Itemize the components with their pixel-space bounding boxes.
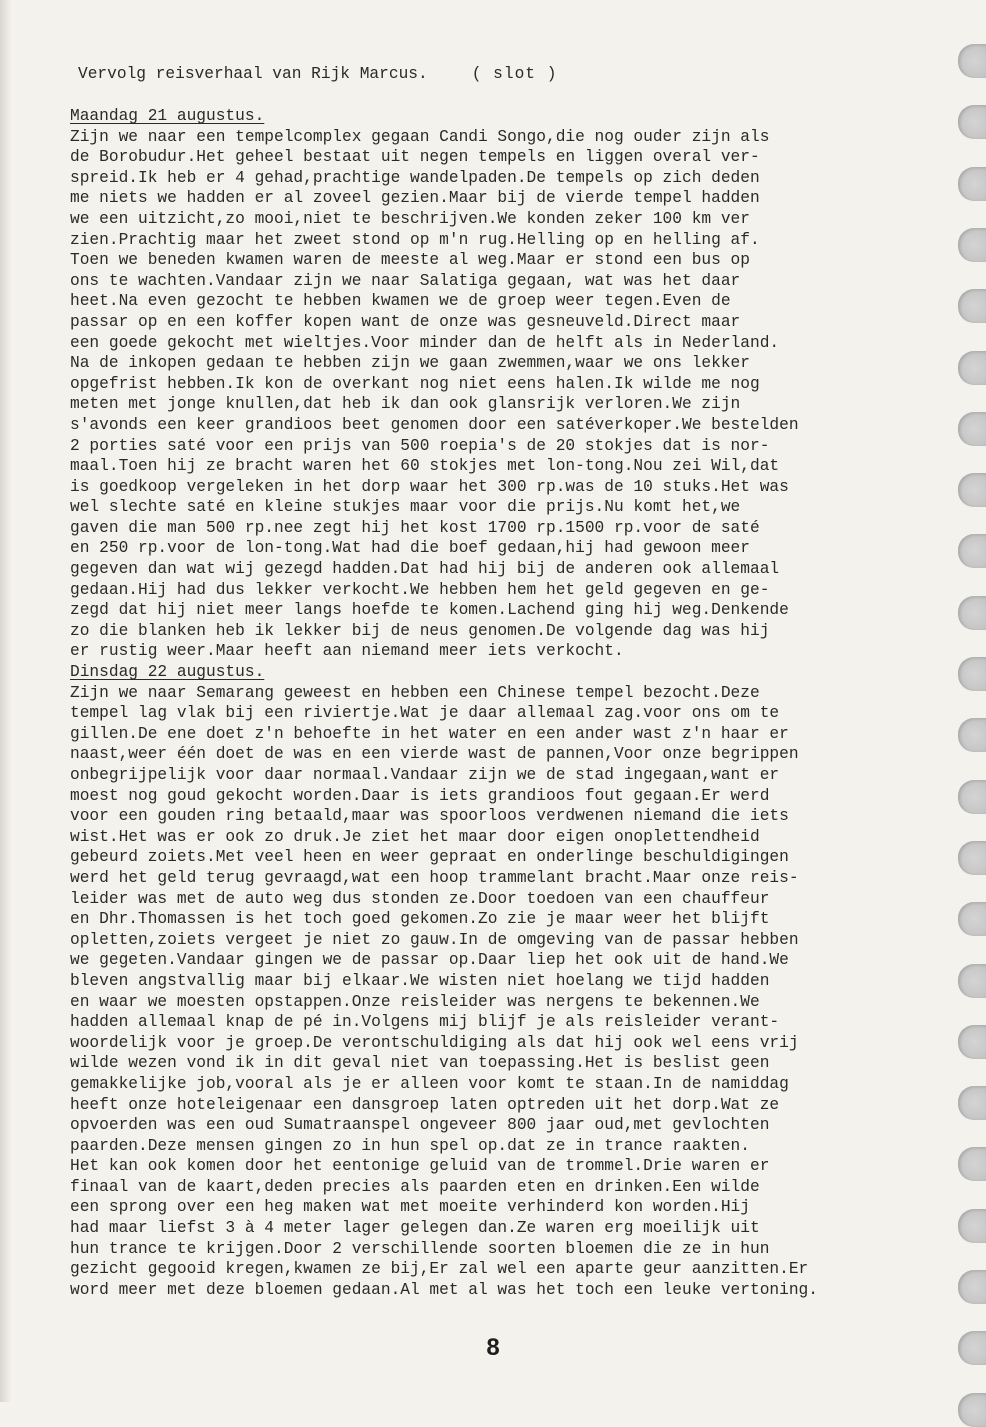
text-line: heet.Na even gezocht te hebben kwamen we de groep weer tegen.Even de <box>70 292 731 311</box>
text-line: paarden.Deze mensen gingen zo in hun spel op.dat ze in trance raakten. <box>70 1136 750 1155</box>
text-line: tempel lag vlak bij een riviertje.Wat je daar allemaal zag.voor ons om te <box>70 704 780 723</box>
binder-hole <box>958 1209 986 1243</box>
binder-hole <box>958 44 986 78</box>
text-line: opletten,zoiets vergeet je niet zo gauw.In de omgeving van de passar hebben <box>70 930 799 949</box>
section-tuesday <box>70 662 920 1300</box>
text-line: Zijn we naar Semarang geweest en hebben een Chinese tempel bezocht.Deze <box>70 683 760 702</box>
text-line: zien.Prachtig maar het zweet stond op m'n rug.Helling op en helling af. <box>70 230 760 249</box>
text-line: Toen we beneden kwamen waren de meeste al weg.Maar er stond een bus op <box>70 251 750 270</box>
text-line: opvoerden was een oud Sumatraanspel ongeveer 800 jaar oud,met gevlochten <box>70 1116 770 1135</box>
text-line: passar op en een koffer kopen want de onze was gesneuveld.Direct maar <box>70 312 741 331</box>
section-paragraph <box>70 127 920 662</box>
text-line: finaal van de kaart,deden precies als paarden eten en drinken.Een wilde <box>70 1177 760 1196</box>
title-note: ( slot ) <box>471 65 558 83</box>
binder-hole <box>958 289 986 323</box>
text-line: maal.Toen hij ze bracht waren het 60 stokjes met lon-tong.Nou zei Wil,dat <box>70 457 780 476</box>
binder-hole <box>958 105 986 139</box>
text-line: opgefrist hebben.Ik kon de overkant nog niet eens halen.Ik wilde me nog <box>70 374 760 393</box>
text-line: een sprong over een heg maken wat met moeite verhinderd kon worden.Hij <box>70 1198 750 1217</box>
text-line: we een uitzicht,zo mooi,niet te beschrijven.We konden zeker 100 km ver <box>70 209 750 228</box>
text-line: gegeven dan wat wij gezegd hadden.Dat had hij bij de anderen ook allemaal <box>70 560 780 579</box>
text-line: er rustig weer.Maar heeft aan niemand meer iets verkocht. <box>70 642 624 661</box>
binder-hole <box>958 718 986 752</box>
binder-hole <box>958 902 986 936</box>
text-line: voor een gouden ring betaald,maar was spoorloos verdwenen niemand die iets <box>70 807 789 826</box>
text-line: meten met jonge knullen,dat heb ik dan ook glansrijk verloren.We zijn <box>70 395 741 414</box>
text-line: Na de inkopen gedaan te hebben zijn we gaan zwemmen,waar we ons lekker <box>70 354 750 373</box>
text-line: wilde wezen vond ik in dit geval niet van toepassing.Het is beslist geen <box>70 1054 770 1073</box>
text-line: me niets we hadden er al zoveel gezien.Maar bij de vierde tempel hadden <box>70 189 760 208</box>
binder-hole <box>958 167 986 201</box>
text-line: is goedkoop vergeleken in het dorp waar het 300 rp.was de 10 stuks.Het was <box>70 477 789 496</box>
binder-hole <box>958 1025 986 1059</box>
section-heading: Maandag 21 augustus. <box>70 107 265 125</box>
text-line: gedaan.Hij had dus lekker verkocht.We hebben hem het geld gegeven en ge- <box>70 580 770 599</box>
text-line: Zijn we naar een tempelcomplex gegaan Candi Songo,die nog ouder zijn als <box>70 127 770 146</box>
text-line: word meer met deze bloemen gedaan.Al met al was het toch een leuke vertoning. <box>70 1280 818 1299</box>
text-line: Het kan ook komen door het eentonige geluid van de trommel.Drie waren er <box>70 1157 770 1176</box>
text-line: zegd dat hij niet meer langs hoefde te komen.Lachend ging hij weg.Denkende <box>70 601 789 620</box>
text-line: had maar liefst 3 à 4 meter lager gelegen dan.Ze waren erg moeilijk uit <box>70 1219 760 1238</box>
binder-holes <box>946 0 986 1402</box>
text-line: gaven die man 500 rp.nee zegt hij het kost 1700 rp.1500 rp.voor de saté <box>70 518 760 537</box>
text-line: spreid.Ik heb er 4 gehad,prachtige wandelpaden.De tempels op zich deden <box>70 168 760 187</box>
text-line: gezicht gegooid kregen,kwamen ze bij,Er zal wel een aparte geur aanzitten.Er <box>70 1260 809 1279</box>
document-title: Vervolg reisverhaal van Rijk Marcus. <box>78 65 428 83</box>
text-line: 2 porties saté voor een prijs van 500 roepia's de 20 stokjes dat is nor- <box>70 436 770 455</box>
text-line: moest nog goud gekocht worden.Daar is iets grandioos fout gegaan.Er werd <box>70 786 770 805</box>
text-line: zo die blanken heb ik lekker bij de neus genomen.De volgende dag was hij <box>70 621 770 640</box>
text-line: woordelijk voor je groep.De verontschuldiging als dat hij ook wel eens vrij <box>70 1033 799 1052</box>
binder-hole <box>958 596 986 630</box>
binder-hole <box>958 412 986 446</box>
binder-hole <box>958 1086 986 1120</box>
document-title-row <box>78 62 920 87</box>
document-body <box>70 62 920 1300</box>
text-line: gillen.De ene doet z'n behoefte in het water en een ander wast z'n haar er <box>70 724 789 743</box>
text-line: de Borobudur.Het geheel bestaat uit negen tempels en liggen overal ver- <box>70 148 760 167</box>
text-line: ons te wachten.Vandaar zijn we naar Salatiga gegaan, wat was het daar <box>70 271 741 290</box>
binder-hole <box>958 841 986 875</box>
text-line: een goede gekocht met wieltjes.Voor minder dan de helft als in Nederland. <box>70 333 780 352</box>
section-paragraph <box>70 683 920 1301</box>
binder-hole <box>958 228 986 262</box>
page-number: 8 <box>486 1334 500 1361</box>
binder-hole <box>958 964 986 998</box>
section-monday <box>70 106 920 662</box>
text-line: heeft onze hoteleigenaar een dansgroep laten optreden uit het dorp.Wat ze <box>70 1095 780 1114</box>
binder-hole <box>958 780 986 814</box>
text-line: wist.Het was er ook zo druk.Je ziet het maar door eigen onoplettendheid <box>70 827 760 846</box>
page-edge <box>0 0 12 1402</box>
binder-hole <box>958 351 986 385</box>
binder-hole <box>958 1393 986 1427</box>
binder-hole <box>958 1270 986 1304</box>
text-line: en Dhr.Thomassen is het toch goed gekomen.Zo zie je maar weer het blijft <box>70 910 770 929</box>
section-heading: Dinsdag 22 augustus. <box>70 663 265 682</box>
text-line: en waar we moesten opstappen.Onze reisleider was nergens te bekennen.We <box>70 992 760 1011</box>
text-line: hadden allemaal knap de pé in.Volgens mij blijf je als reisleider verant- <box>70 1013 780 1032</box>
binder-hole <box>958 534 986 568</box>
binder-hole <box>958 657 986 691</box>
text-line: we gegeten.Vandaar gingen we de passar op.Daar liep het ook uit de hand.We <box>70 951 789 970</box>
text-line: hun trance te krijgen.Door 2 verschillende soorten bloemen die ze in hun <box>70 1239 770 1258</box>
text-line: gebeurd zoiets.Met veel heen en weer gepraat en onderlinge beschuldigingen <box>70 848 789 867</box>
text-line: werd het geld terug gevraagd,wat een hoop trammelant bracht.Maar onze reis- <box>70 868 799 887</box>
text-line: wel slechte saté en kleine stukjes maar voor die prijs.Nu komt het,we <box>70 498 741 517</box>
text-line: onbegrijpelijk voor daar normaal.Vandaar zijn we de stad ingegaan,want er <box>70 766 780 784</box>
binder-hole <box>958 1147 986 1181</box>
text-line: en 250 rp.voor de lon-tong.Wat had die boef gedaan,hij had gewoon meer <box>70 539 750 558</box>
text-line: naast,weer één doet de was en een vierde wast de pannen,Voor onze begrippen <box>70 745 799 764</box>
text-line: leider was met de auto weg dus stonden ze.Door toedoen van een chauffeur <box>70 889 770 908</box>
text-line: s'avonds een keer grandioos beet genomen door een satéverkoper.We bestelden <box>70 415 799 434</box>
text-line: bleven angstvallig maar bij elkaar.We wisten niet hoelang we tijd hadden <box>70 971 770 990</box>
binder-hole <box>958 473 986 507</box>
text-line: gemakkelijke job,vooral als je er alleen voor komt te staan.In de namiddag <box>70 1074 789 1093</box>
